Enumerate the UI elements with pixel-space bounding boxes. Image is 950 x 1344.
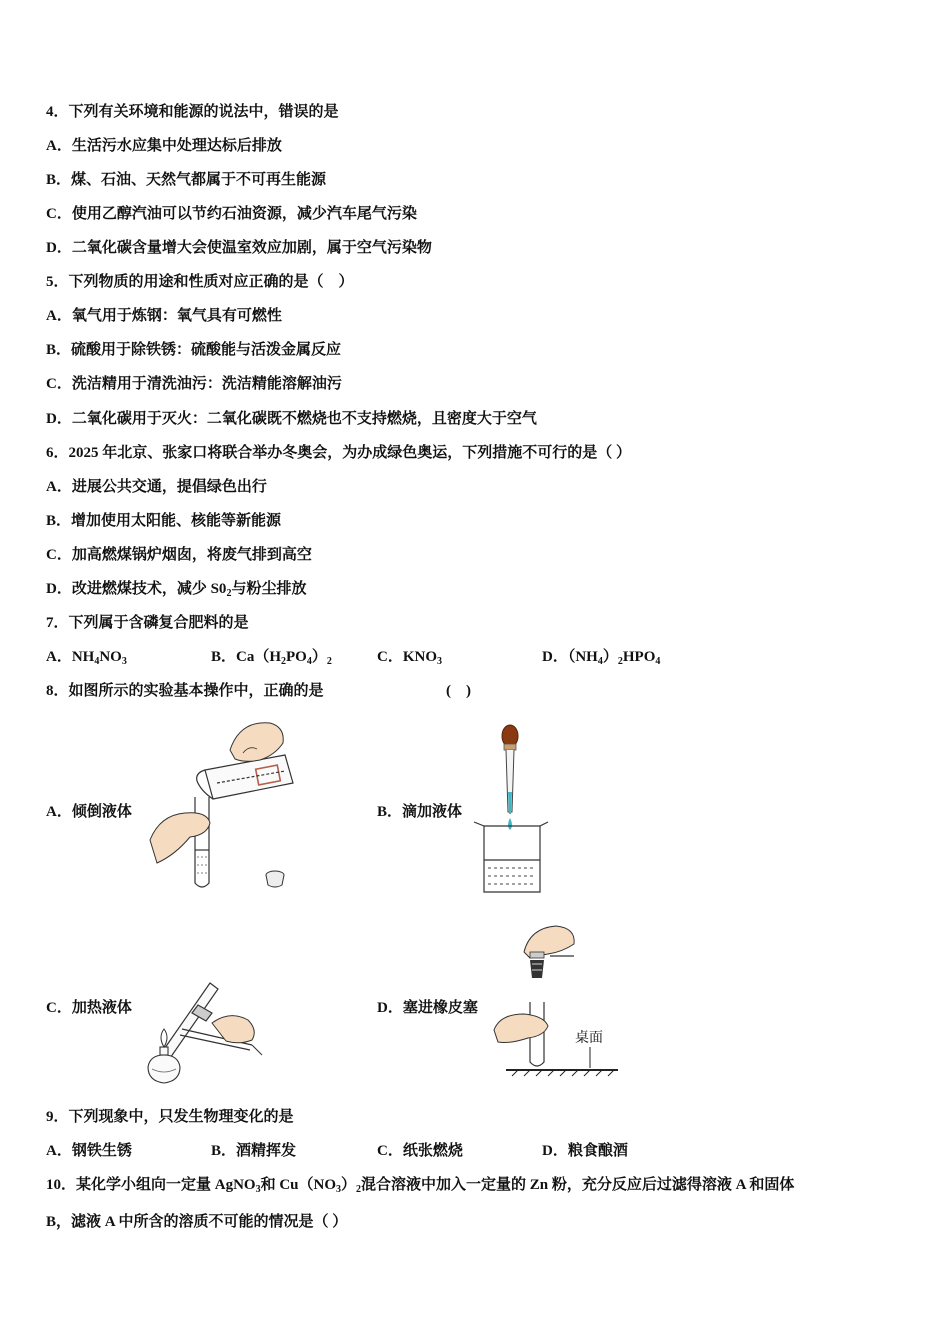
desk-label: 桌面	[575, 1030, 603, 1046]
q9-stem: 9．下列现象中，只发生物理变化的是	[46, 1109, 294, 1125]
q6-option-a: A．进展公共交通，提倡绿色出行	[46, 479, 267, 495]
q6-d-sub: 2	[226, 588, 232, 599]
q4-option-d: D．二氧化碳含量增大会使温室效应加剧，属于空气污染物	[46, 240, 432, 256]
q6-option-b: B．增加使用太阳能、核能等新能源	[46, 513, 282, 529]
q8-option-b: B．滴加液体	[377, 804, 463, 820]
q4-stem: 4．下列有关环境和能源的说法中，错误的是	[46, 104, 339, 120]
q6-d-text: D．改进燃煤技术，减少 S0	[46, 581, 227, 597]
q10-stem-line2: B，滤液 A 中所含的溶质不可能的情况是（ ）	[46, 1214, 348, 1230]
q7-option-b: B．$Ca(H_2PO_4)_2$	[211, 649, 332, 667]
q6-option-d	[46, 579, 306, 604]
q9-option-d: D．粮食酿酒	[542, 1143, 628, 1159]
inserting-stopper-figure	[490, 922, 625, 1084]
q6-option-c: C．加高燃煤锅炉烟囱，将废气排到高空	[46, 547, 312, 563]
q4-option-b: B．煤、石油、天然气都属于不可再生能源	[46, 172, 327, 188]
q8-option-a: A．倾倒液体	[46, 804, 132, 820]
q8-paren: ( )	[446, 683, 471, 699]
q4-option-a: A．生活污水应集中处理达标后排放	[46, 138, 282, 154]
q7-option-c: C．$KNO_3$	[377, 649, 443, 667]
q6-d-text-post: 与粉尘排放	[231, 581, 307, 597]
q8-stem: 8．如图所示的实验基本操作中，正确的是	[46, 683, 324, 699]
pouring-liquid-figure	[145, 715, 300, 895]
q9-option-b: B．酒精挥发	[211, 1143, 297, 1159]
q7-stem: 7．下列属于含磷复合肥料的是	[46, 615, 249, 631]
q5-option-d: D．二氧化碳用于灭火：二氧化碳既不燃烧也不支持燃烧，且密度大于空气	[46, 411, 537, 427]
q6-stem: 6．2025 年北京、张家口将联合举办冬奥会，为办成绿色奥运，下列措施不可行的是（ ）	[46, 445, 632, 461]
q5-option-a: A．氧气用于炼钢：氧气具有可燃性	[46, 308, 282, 324]
q10-stem-line1: 10．某化学小组向一定量 AgNO$_3$和 $Cu(NO_3)_2$混合溶液中加入一定量的 Zn 粉，充分反应后过滤得溶液 A 和固体	[46, 1177, 795, 1195]
q5-stem: 5．下列物质的用途和性质对应正确的是（ ）	[46, 274, 354, 290]
q7-option-a: A．$NH_4NO_3$	[46, 649, 127, 667]
q9-option-c: C．纸张燃烧	[377, 1143, 463, 1159]
dropping-liquid-figure	[470, 722, 555, 897]
q5-option-b: B．硫酸用于除铁锈：硫酸能与活泼金属反应	[46, 342, 342, 358]
q8-option-c: C．加热液体	[46, 1000, 132, 1016]
q7-option-d: D．$(NH_4)_2HPO_4$	[542, 649, 661, 667]
q5-option-c: C．洗洁精用于清洗油污：洗洁精能溶解油污	[46, 376, 342, 392]
q9-option-a: A．钢铁生锈	[46, 1143, 132, 1159]
q8-option-d: D．塞进橡皮塞	[377, 1000, 478, 1016]
q4-option-c: C．使用乙醇汽油可以节约石油资源，减少汽车尾气污染	[46, 206, 417, 222]
heating-liquid-figure	[140, 975, 265, 1090]
